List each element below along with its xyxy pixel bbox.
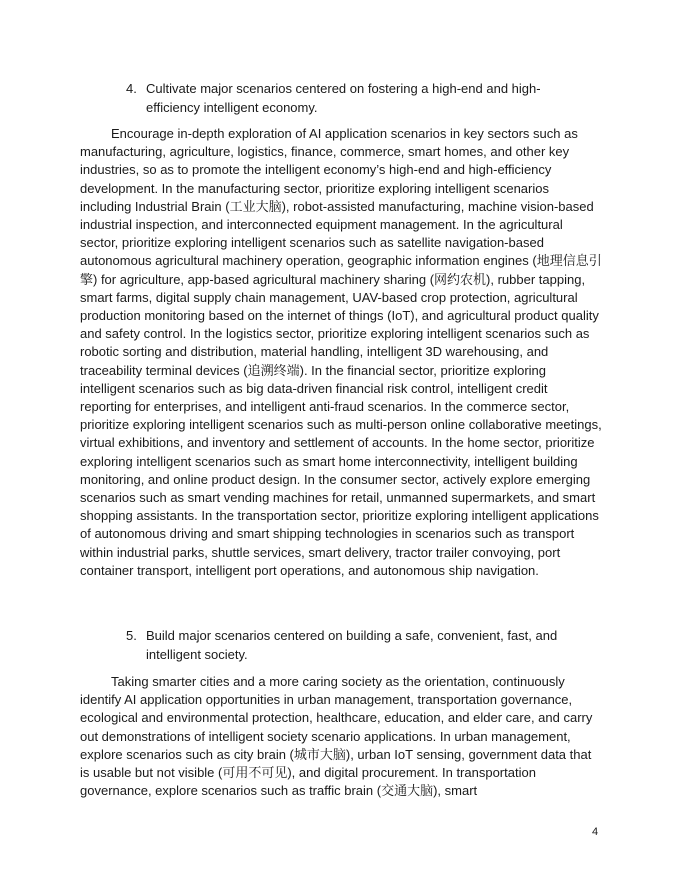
list-item [126, 80, 586, 117]
body-paragraph: Taking smarter cities and a more caring society as the orientation, continuously identify AI application opportunities in urban management, transportation governance, ecological and environmental protection, healthcare, education, and elder care, and carry out demonstrations of intelligent society scenario applications. In urban management, explore scenarios such as city brain (城市大脑), urban IoT sensing, government data that is usable but not visible (可用不可见), and digital procurement. In transportation governance, explore scenarios such as traffic brain (交通大脑), smart [80, 674, 593, 799]
list-item [126, 627, 586, 664]
page-number: 4 [592, 826, 599, 838]
list-item-text: Build major scenarios centered on building a safe, convenient, fast, and intelligent society. [146, 628, 558, 662]
list-item-number: 4. [126, 81, 137, 96]
body-paragraph: Encourage in-depth exploration of AI application scenarios in key sectors such as manufacturing, agriculture, logistics, finance, commerce, smart homes, and other key industries, so as to promote the intelligent economy’s high-end and high-efficiency development. In the manufacturing sector, prioritize exploring intelligent scenarios including Industrial Brain (工业大脑), robot-assisted manufacturing, machine vision-based industrial inspection, and interconnected equipment management. In the agricultural sector, prioritize exploring intelligent scenarios such as satellite navigation-based autonomous agricultural machinery operation, geographic information engines (地理信息引擎) for agriculture, app-based agricultural machinery sharing (网约农机), rubber tapping, smart farms, digital supply chain management, UAV-based crop protection, agricultural production monitoring based on the internet of things (IoT), and agricultural product quality and safety control. In the logistics sector, prioritize exploring intelligent scenarios such as robotic sorting and distribution, material handling, intelligent 3D warehousing, and traceability terminal devices (追溯终端). In the financial sector, prioritize exploring intelligent scenarios such as big data-driven financial risk control, intelligent credit reporting for enterprises, and intelligent anti-fraud scenarios. In the commerce sector, prioritize exploring intelligent scenarios such as multi-person online collaborative meetings, virtual exhibitions, and inventory and settlement of accounts. In the home sector, prioritize exploring intelligent scenarios such as smart home interconnectivity, intelligent building monitoring, and online product design. In the consumer sector, actively explore emerging scenarios such as smart vending machines for retail, unmanned supermarkets, and smart shopping assistants. In the transportation sector, prioritize exploring intelligent applications of autonomous driving and smart shipping technologies in scenarios such as transport within industrial parks, shuttle services, smart delivery, tractor trailer convoying, port container transport, intelligent port operations, and autonomous ship navigation. [80, 126, 602, 578]
list-item-number: 5. [126, 628, 137, 643]
list-item-text: Cultivate major scenarios centered on fostering a high-end and high-efficiency intelligent economy. [146, 81, 541, 115]
